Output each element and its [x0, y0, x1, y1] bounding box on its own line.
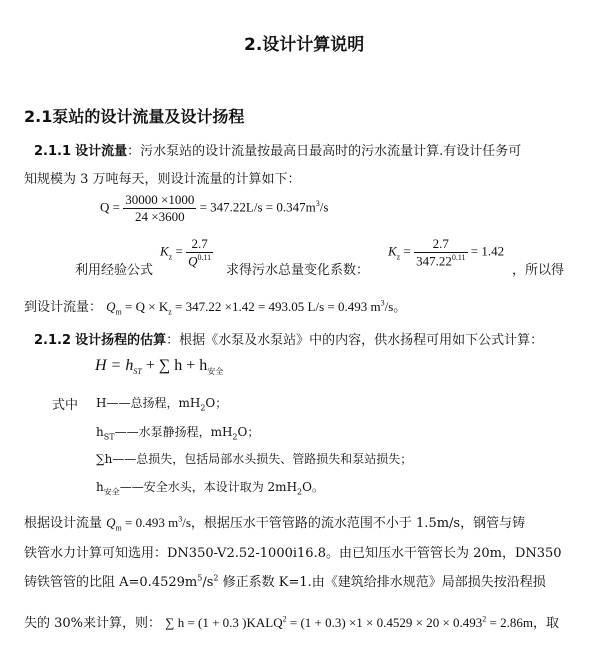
section-heading: 2.1泵站的设计流量及设计扬程	[24, 107, 245, 126]
equation-flow	[100, 192, 328, 225]
eq-numerator: 2.7	[414, 236, 467, 253]
eq-denominator: 24 ×3600	[134, 209, 185, 224]
eq4-prefix: 到设计流量：	[24, 300, 103, 315]
definition-H: H——总扬程，$mH_2O$；	[96, 396, 228, 413]
document-title: 2.设计计算说明	[244, 35, 365, 55]
equation-design-flow: $Q_m = Q \times K_z = 347.22 \times 1.42 = 493.05$ L/s = 0.493 $m^3/s$	[106, 298, 394, 317]
page-edge	[0, 651, 596, 655]
subsection-number: 2.1.2	[34, 333, 72, 348]
eq-unit: /s	[319, 199, 329, 215]
eq-fraction	[186, 236, 213, 269]
eq2-middle-text: 求得污水总量变化系数：	[226, 263, 370, 278]
para-line1: 根据设计流量 $Q_m = 0.493$ $m^3/s$，根据压水干管管路的流水范围不小于 1.5m/s，钢管与铸	[24, 514, 526, 533]
equation-kz-value: $K_z$ = $\frac{2.7}{347.22^{0.11}}$ = 1.42	[388, 236, 505, 269]
eq-result: = 1.42	[470, 243, 505, 259]
eq-fraction	[123, 192, 196, 225]
equation-qm: $Q_m = 0.493$ $m^3/s$	[106, 514, 191, 533]
para-line4: 失的 30%来计算，则： ∑ h = (1 + 0.3 )KALQ$^2$ = $(1 + 0.3) \times 1 \times 0.4529 \times 20 \times 0.493^2 = 2.86m$，取	[24, 614, 559, 631]
equation-total-loss: ∑ h = (1 + 0.3 )KALQ$^2$ = $(1 + 0.3) \times 1 \times 0.4529 \times 20 \times 0.493^2 = 2.86m$	[165, 614, 533, 630]
paragraph-211-line2: 知规模为 3 万吨每天，则设计流量的计算如下：	[24, 172, 301, 187]
eq4-end: 。	[393, 300, 407, 315]
paragraph-212-line1	[34, 329, 543, 348]
eq-k-sub: z	[168, 252, 173, 262]
eq-sup: 3	[315, 199, 320, 209]
eq4-line	[24, 296, 406, 317]
eq-denominator: $Q^{0.11}$	[188, 253, 212, 269]
eq-numerator: 2.7	[186, 236, 213, 253]
definition-hst: $h_{ST}——$水泵静扬程，$mH_2O$；	[96, 425, 260, 442]
eq2-prefix: 利用经验公式	[75, 263, 154, 278]
subsection-number: 2.1.1	[34, 144, 72, 159]
definition-sum-h: ∑h——总损失，包括局部水头损失、管路损失和泵站损失；	[96, 452, 413, 466]
eq-fraction	[414, 236, 467, 269]
equation-head: $H = h_{ST}$ + ∑ $h + h_{安全}$	[95, 357, 224, 377]
eq-denominator: $347.22^{0.11}$	[416, 253, 466, 269]
where-label: 式中	[52, 398, 79, 413]
subsection-label: 设计流量	[75, 144, 128, 159]
eq-lhs: Q =	[100, 199, 120, 215]
eq-numerator: 30000 ×1000	[125, 192, 195, 207]
definition-h-safe: $h_{安全}——$安全水头，本设计取为 $2mH_2O$。	[96, 480, 324, 497]
para-line2: 铁管水力计算可知选用：DN350-V2.52-1000i16.8。由已知压水干管管长为 20m，DN350	[24, 546, 562, 561]
paragraph-211-line1	[34, 140, 521, 159]
subsection-label: 设计扬程的估算	[75, 333, 167, 348]
text: ：根据《水泵及水泵站》中的内容，供水扬程可用如下公式计算：	[166, 333, 544, 348]
text: ：污水泵站的设计流量按最高日最高时的污水流量计算.有设计任务可	[127, 144, 522, 159]
equation-kz-formula: $K_z$ = $\frac{2.7}{Q^{0.11}}$	[160, 236, 212, 269]
eq-result: = 347.22L/s = 0.347m	[199, 199, 316, 215]
eq-k: K	[160, 243, 169, 259]
eq3-post-text: ，所以得	[512, 263, 565, 278]
para-line3: 铸铁管管的比阻 $A=0.4529m^5/s^2$ 修正系数 K=1.由《建筑给排水规范》局部损失按沿程损	[24, 573, 546, 590]
